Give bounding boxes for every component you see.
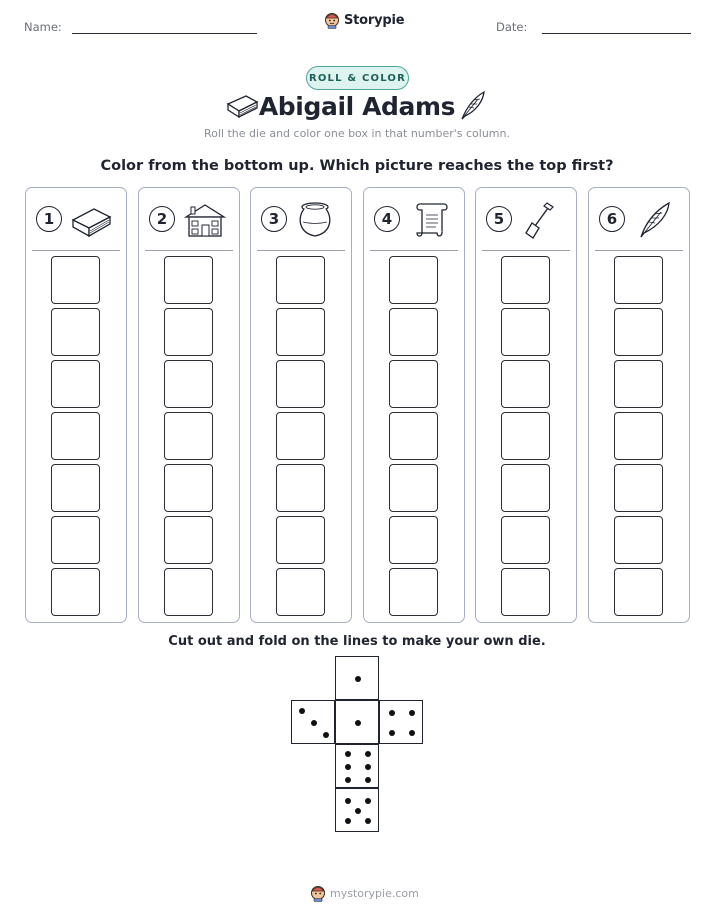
quill-icon [633, 200, 677, 240]
color-box[interactable] [389, 464, 438, 512]
die-pip [299, 708, 305, 714]
color-box[interactable] [51, 360, 100, 408]
color-box[interactable] [501, 360, 550, 408]
brand-name: Storypie [344, 13, 405, 28]
color-box[interactable] [389, 308, 438, 356]
color-box[interactable] [276, 464, 325, 512]
column-3 [250, 187, 352, 623]
color-box[interactable] [164, 516, 213, 564]
die-pip [365, 798, 371, 804]
die-pip [345, 818, 351, 824]
color-box[interactable] [501, 308, 550, 356]
color-box[interactable] [164, 412, 213, 460]
die-pip [365, 764, 371, 770]
page-title: Abigail Adams [258, 92, 456, 121]
die-pip [311, 720, 317, 726]
column-1 [25, 187, 127, 623]
color-box[interactable] [501, 412, 550, 460]
color-box[interactable] [389, 568, 438, 616]
column-number: 4 [374, 206, 400, 232]
column-number: 2 [149, 206, 175, 232]
die-pip [345, 798, 351, 804]
color-box[interactable] [389, 412, 438, 460]
color-box[interactable] [51, 256, 100, 304]
die-pip [409, 730, 415, 736]
die-pip [389, 710, 395, 716]
color-box[interactable] [389, 360, 438, 408]
shovel-icon [520, 200, 564, 240]
color-box[interactable] [164, 464, 213, 512]
die-pip [389, 730, 395, 736]
die-pip [345, 777, 351, 783]
color-box[interactable] [501, 568, 550, 616]
die-face-1 [335, 656, 379, 700]
name-label: Name: [24, 20, 62, 34]
color-box[interactable] [164, 568, 213, 616]
die-pip [365, 818, 371, 824]
storypie-mascot-icon [310, 885, 326, 902]
die-face-5 [335, 788, 379, 832]
die-face-6 [335, 744, 379, 788]
color-box[interactable] [614, 412, 663, 460]
die-face-1 [335, 700, 379, 744]
color-box[interactable] [276, 256, 325, 304]
brand-logo [324, 12, 404, 29]
quill-icon [456, 89, 488, 123]
column-6 [588, 187, 690, 623]
color-box[interactable] [51, 412, 100, 460]
pot-icon [295, 200, 339, 240]
die-pip [355, 676, 361, 682]
color-box[interactable] [501, 256, 550, 304]
footer [310, 885, 419, 902]
column-5 [475, 187, 577, 623]
footer-site: mystorypie.com [330, 887, 419, 900]
column-number: 6 [599, 206, 625, 232]
color-box[interactable] [276, 308, 325, 356]
color-box[interactable] [501, 516, 550, 564]
scroll-icon [408, 200, 452, 240]
die-face-4 [379, 700, 423, 744]
column-divider [257, 250, 345, 251]
die-instruction: Cut out and fold on the lines to make your own die. [168, 634, 546, 649]
color-box[interactable] [389, 256, 438, 304]
column-number: 1 [36, 206, 62, 232]
color-box[interactable] [389, 516, 438, 564]
color-box[interactable] [164, 360, 213, 408]
date-line[interactable] [542, 33, 691, 34]
column-divider [482, 250, 570, 251]
die-pip [345, 764, 351, 770]
color-box[interactable] [614, 256, 663, 304]
color-box[interactable] [276, 360, 325, 408]
column-divider [145, 250, 233, 251]
color-box[interactable] [51, 568, 100, 616]
color-box[interactable] [164, 256, 213, 304]
color-box[interactable] [614, 568, 663, 616]
color-box[interactable] [614, 464, 663, 512]
color-box[interactable] [614, 360, 663, 408]
column-2 [138, 187, 240, 623]
color-box[interactable] [164, 308, 213, 356]
color-box[interactable] [276, 568, 325, 616]
column-4 [363, 187, 465, 623]
color-box[interactable] [276, 412, 325, 460]
column-divider [32, 250, 120, 251]
color-box[interactable] [51, 308, 100, 356]
die-face-3 [291, 700, 335, 744]
color-box[interactable] [276, 516, 325, 564]
color-box[interactable] [51, 464, 100, 512]
subtitle: Roll the die and color one box in that number's column. [204, 127, 510, 140]
column-number: 3 [261, 206, 287, 232]
column-divider [595, 250, 683, 251]
column-divider [370, 250, 458, 251]
color-box[interactable] [51, 516, 100, 564]
die-pip [345, 751, 351, 757]
title-row [0, 90, 714, 130]
color-box[interactable] [501, 464, 550, 512]
house-icon [183, 200, 227, 240]
storypie-mascot-icon [324, 12, 340, 29]
die-pip [355, 720, 361, 726]
instruction-text: Color from the bottom up. Which picture reaches the top first? [100, 158, 614, 174]
color-box[interactable] [614, 516, 663, 564]
die-pip [323, 732, 329, 738]
color-box[interactable] [614, 308, 663, 356]
book-icon [70, 200, 114, 240]
die-pip [355, 808, 361, 814]
column-number: 5 [486, 206, 512, 232]
name-line[interactable] [72, 33, 257, 34]
die-pip [365, 777, 371, 783]
die-pip [365, 751, 371, 757]
roll-color-badge: ROLL & COLOR [306, 66, 409, 90]
die-pip [409, 710, 415, 716]
date-label: Date: [496, 20, 528, 34]
